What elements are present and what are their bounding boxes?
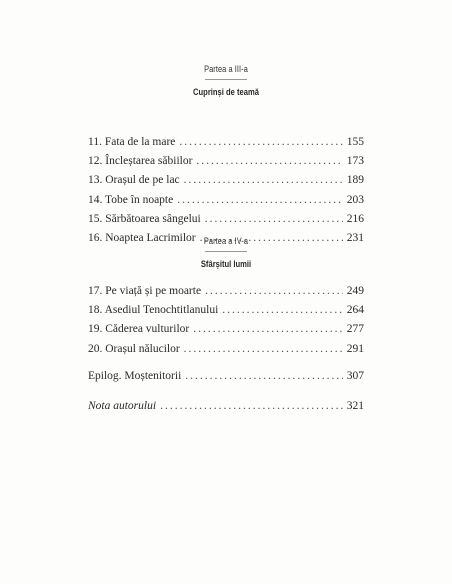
entry-page: 173: [346, 155, 364, 168]
entry-page: 155: [346, 136, 364, 148]
toc-entry[interactable]: [88, 133, 364, 152]
dot-leader: [184, 340, 343, 359]
toc-entry[interactable]: [88, 210, 364, 229]
entry-page: 307: [346, 370, 364, 382]
toc-list-part-4: [88, 282, 364, 359]
dot-leader: [184, 171, 343, 190]
entry-page: 249: [346, 285, 364, 297]
entry-page: 321: [346, 400, 364, 412]
toc-entry-epilogue[interactable]: [88, 367, 364, 386]
dot-leader: [205, 282, 343, 301]
entry-title: 12. Încleștarea săbiilor: [88, 155, 193, 168]
entry-title: 16. Noaptea Lacrimilor: [88, 231, 196, 244]
dot-leader: [205, 210, 343, 229]
toc-list-epilogue: [88, 367, 364, 386]
entry-title: Nota autorului: [88, 400, 157, 412]
entry-page: 277: [346, 323, 364, 336]
toc-list-author-note: [88, 397, 364, 416]
toc-entry[interactable]: [88, 191, 364, 210]
toc-entry[interactable]: [88, 152, 364, 171]
entry-page: 264: [346, 304, 364, 317]
part-divider: [205, 251, 247, 252]
toc-list-part-3: [88, 133, 364, 248]
dot-leader: [185, 367, 342, 386]
part-divider: [205, 79, 247, 80]
dot-leader: [196, 152, 342, 171]
entry-page: 291: [346, 342, 364, 355]
entry-page: 203: [346, 193, 364, 206]
entry-page: 231: [346, 231, 364, 244]
entry-title: 15. Sărbătoarea sângelui: [88, 212, 201, 225]
toc-entry[interactable]: [88, 320, 364, 339]
entry-title: 17. Pe viață și pe moarte: [88, 285, 202, 297]
entry-title: 11. Fata de la mare: [88, 136, 176, 148]
entry-title: 13. Orașul de pe lac: [88, 174, 180, 187]
toc-entry[interactable]: [88, 282, 364, 301]
dot-leader: [222, 301, 342, 320]
entry-title: 18. Asediul Tenochtitlanului: [88, 304, 219, 317]
part-title: Sfârșitul lumii: [200, 259, 252, 270]
dot-leader: [160, 397, 343, 416]
toc-entry[interactable]: [88, 171, 364, 190]
part-label: Partea a IV-a: [203, 236, 249, 246]
dot-leader: [179, 133, 342, 152]
entry-page: 216: [346, 212, 364, 225]
dot-leader: [193, 320, 343, 339]
entry-title: 19. Căderea vulturilor: [88, 323, 190, 336]
entry-title: Epilog. Moștenitorii: [88, 370, 182, 382]
entry-page: 189: [346, 174, 364, 187]
part-title: Cuprinși de teamă: [193, 87, 259, 98]
part-label: Partea a III-a: [204, 64, 248, 74]
entry-title: 14. Tobe în noapte: [88, 193, 174, 206]
entry-title: 20. Orașul nălucilor: [88, 342, 180, 355]
toc-entry[interactable]: [88, 301, 364, 320]
toc-entry[interactable]: [88, 340, 364, 359]
dot-leader: [177, 191, 343, 210]
toc-entry-author-note[interactable]: [88, 397, 364, 416]
